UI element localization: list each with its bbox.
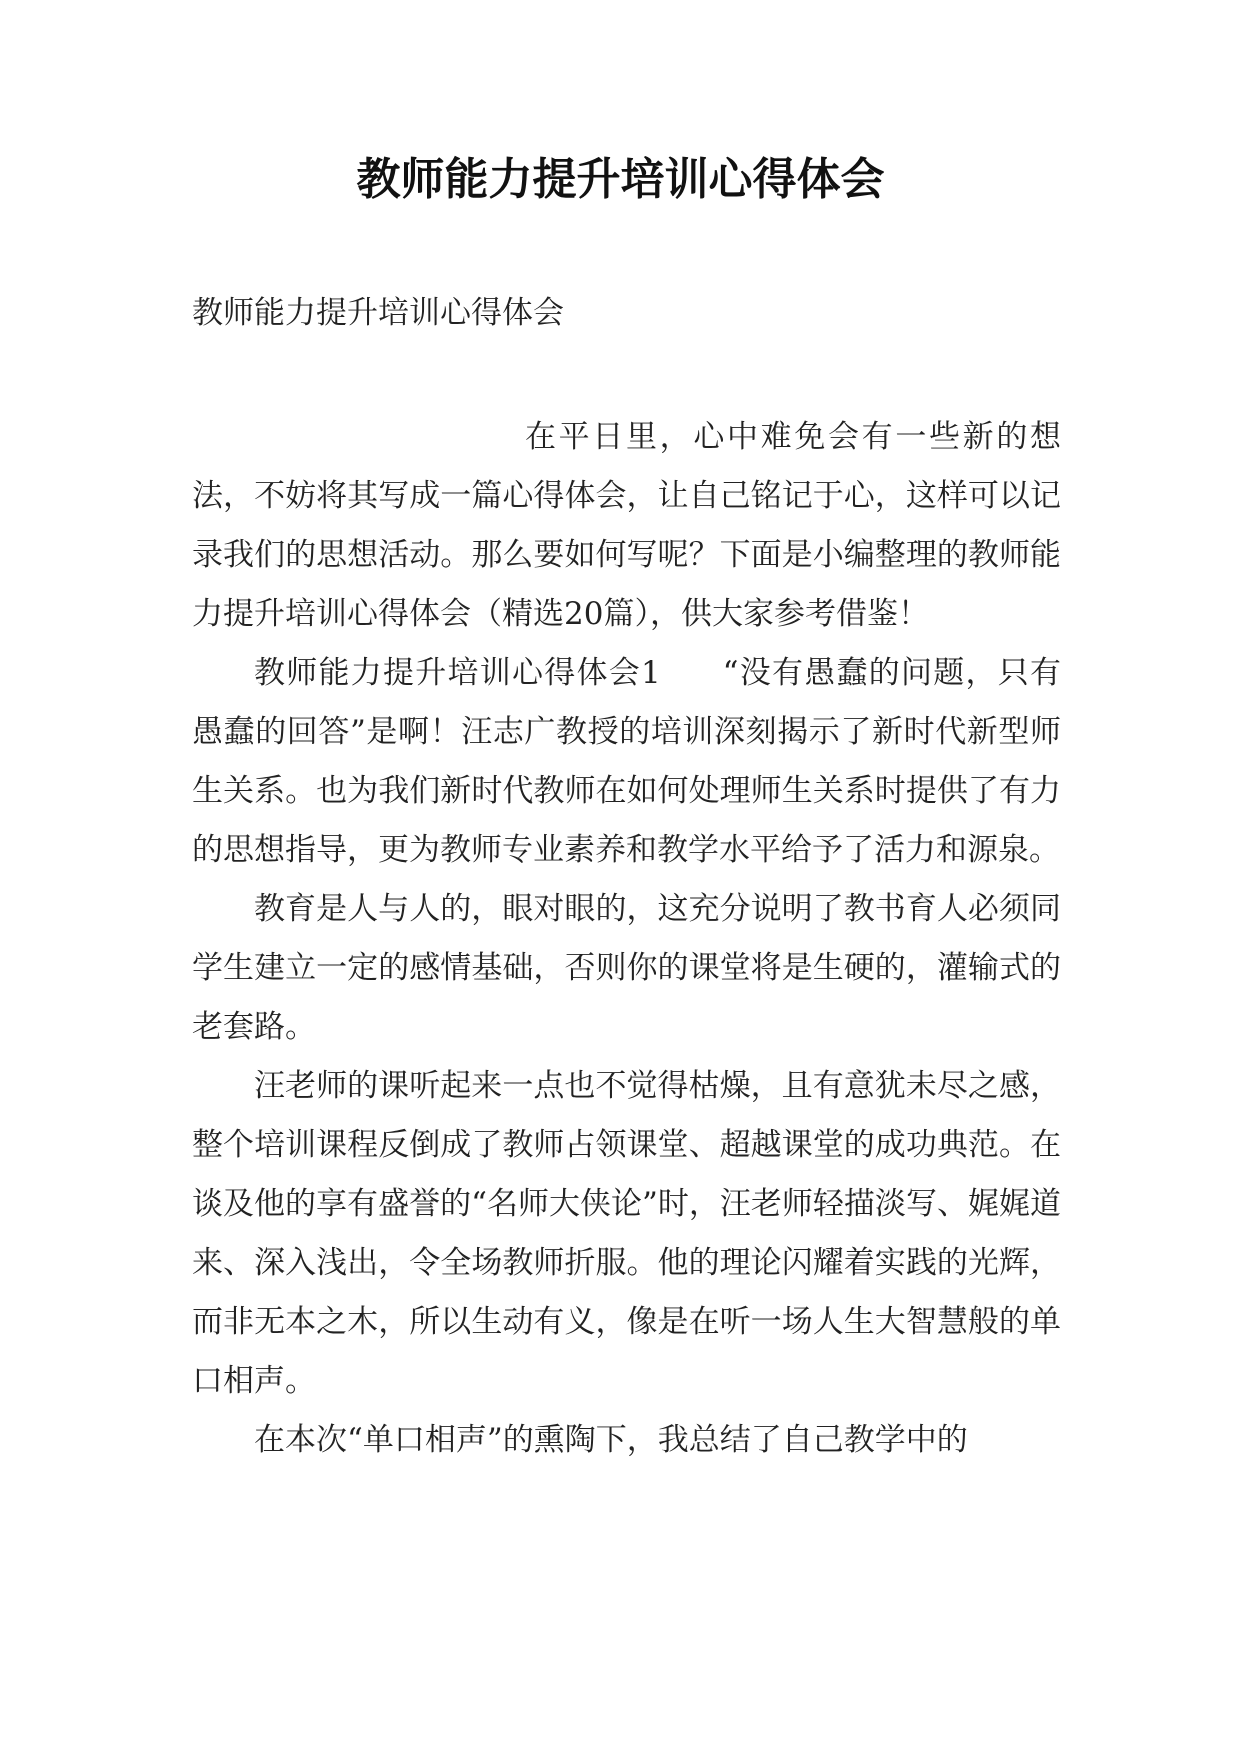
- body-paragraph: 汪老师的课听起来一点也不觉得枯燥，且有意犹未尽之感，整个培训课程反倒成了教师占领课堂、超越课堂的成功典范。在谈及他的享有盛誉的“名师大侠论”时，汪老师轻描淡写、娓娓道来、深入浅出，令全场教师折服。他的理论闪耀着实践的光辉，而非无本之木，所以生动有义，像是在听一场人生大智慧般的单口相声。: [192, 1068, 1061, 1399]
- section-paragraph: [192, 644, 1061, 880]
- section-heading: 教师能力提升培训心得体会1: [254, 655, 661, 691]
- document-title: 教师能力提升培训心得体会: [356, 154, 885, 205]
- intro-paragraph: 在平日里，心中难免会有一些新的想法，不妨将其写成一篇心得体会，让自己铭记于心，这样可以记录我们的思想活动。那么要如何写呢？下面是小编整理的教师能力提升培训心得体会（精选20篇），供大家参考借鉴！: [192, 419, 1061, 632]
- body-paragraph: 在本次“单口相声”的熏陶下，我总结了自己教学中的: [254, 1422, 968, 1458]
- section-text: “没有愚蠢的问题，只有愚蠢的回答”是啊！汪志广教授的培训深刻揭示了新时代新型师生关系。也为我们新时代教师在如何处理师生关系时提供了有力的思想指导，更为教师专业素养和教学水平给予了活力和源泉。: [192, 655, 1061, 868]
- document-body: [192, 408, 1061, 1470]
- document-subtitle: 教师能力提升培训心得体会: [192, 295, 564, 331]
- body-paragraph: 教育是人与人的，眼对眼的，这充分说明了教书育人必须同学生建立一定的感情基础，否则你的课堂将是生硬的，灌输式的老套路。: [192, 891, 1061, 1045]
